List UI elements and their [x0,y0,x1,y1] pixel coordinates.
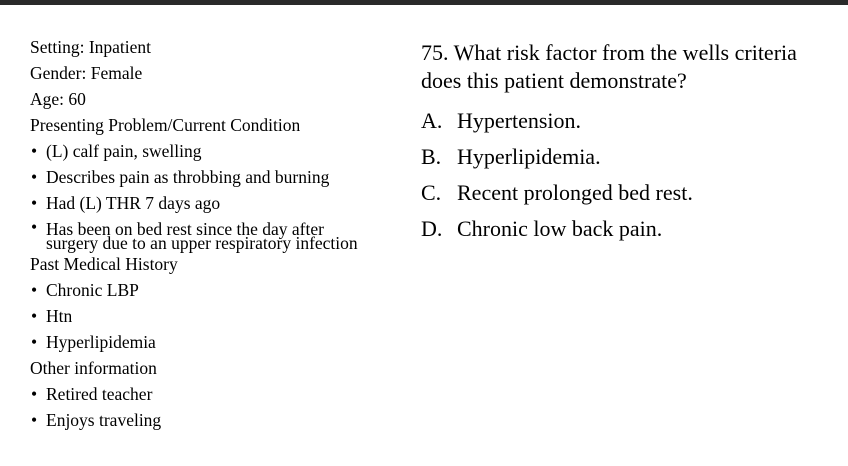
presenting-header: Presenting Problem/Current Condition [30,115,301,135]
bullet-icon: • [31,332,38,352]
option-text: Chronic low back pain. [457,216,663,241]
option-letter: C. [421,180,442,205]
option-letter: A. [421,108,443,133]
option-text: Hypertension. [457,108,582,133]
question-text: 75. What risk factor from the wells criteria does this patient demonstrate? [421,40,797,93]
bullet-icon: • [31,217,38,237]
bullet-icon: • [31,384,38,404]
presenting-item: • (L) calf pain, swelling [31,141,202,161]
option-text: Recent prolonged bed rest. [457,180,693,205]
bullet-icon: • [31,280,38,300]
presenting-item: • Had (L) THR 7 days ago [31,193,221,213]
answer-option-b[interactable] [421,143,831,179]
pmh-item: • Chronic LBP [31,280,139,300]
pmh-header: Past Medical History [30,254,178,274]
other-item: • Retired teacher [31,384,153,404]
bullet-icon: • [31,193,38,213]
pmh-item: • Htn [31,306,73,326]
answer-option-a[interactable] [421,107,831,143]
option-letter: D. [421,216,443,241]
option-text: Hyperlipidemia. [457,144,601,169]
age-text: Age: 60 [30,89,86,109]
answer-option-d[interactable] [421,215,831,251]
pmh-item: • Hyperlipidemia [31,332,156,352]
question-panel [421,39,831,251]
top-border [0,0,848,5]
presenting-item: • Has been on bed rest since the day after surgery due to an upper respiratory infection [31,217,358,253]
answer-option-c[interactable] [421,179,831,215]
bullet-icon: • [31,141,38,161]
case-details [30,36,390,435]
bullet-icon: • [31,167,38,187]
gender-text: Gender: Female [30,63,143,83]
bullet-icon: • [31,410,38,430]
bullet-icon: • [31,306,38,326]
option-letter: B. [421,144,442,169]
other-header: Other information [30,358,157,378]
presenting-item: • Describes pain as throbbing and burning [31,167,330,187]
other-item: • Enjoys traveling [31,410,162,430]
setting-text: Setting: Inpatient [30,37,152,57]
